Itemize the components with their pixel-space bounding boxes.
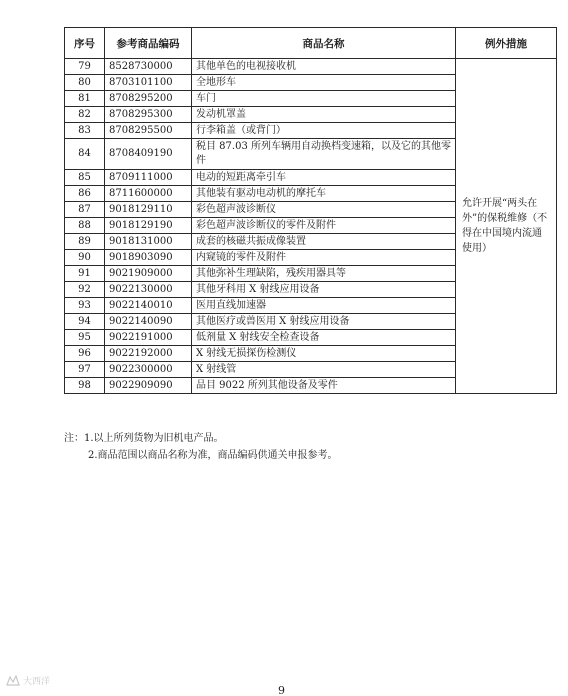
row-name: 电动的短距离牵引车 — [192, 170, 456, 186]
row-code: 9022300000 — [105, 362, 192, 378]
table-row — [65, 59, 557, 75]
row-no: 91 — [65, 266, 105, 282]
row-no: 84 — [65, 139, 105, 170]
row-no: 79 — [65, 59, 105, 75]
row-no: 81 — [65, 91, 105, 107]
row-name: X 射线管 — [192, 362, 456, 378]
row-code: 8709111000 — [105, 170, 192, 186]
row-no: 95 — [65, 330, 105, 346]
row-code: 8708409190 — [105, 139, 192, 170]
row-code: 9018131000 — [105, 234, 192, 250]
exception-measure-cell: 允许开展“两头在外”的保税维修（不得在中国境内流通使用） — [456, 59, 557, 394]
row-code: 8703101100 — [105, 75, 192, 91]
row-code: 8708295200 — [105, 91, 192, 107]
row-name: 税目 87.03 所列车辆用自动换档变速箱，以及它的其他零件 — [192, 139, 456, 170]
row-name: 发动机罩盖 — [192, 107, 456, 123]
row-code: 9022191000 — [105, 330, 192, 346]
row-no: 86 — [65, 186, 105, 202]
row-code: 9022130000 — [105, 282, 192, 298]
row-no: 90 — [65, 250, 105, 266]
footnote-2: 2.商品范围以商品名称为准，商品编码供通关申报参考。 — [88, 450, 338, 461]
row-name: 彩色超声波诊断仪的零件及附件 — [192, 218, 456, 234]
row-name: 成套的核磁共振成像装置 — [192, 234, 456, 250]
footnote-1: 注：1.以上所列货物为旧机电产品。 — [64, 433, 224, 444]
row-name: X 射线无损探伤检测仪 — [192, 346, 456, 362]
row-name: 低剂量 X 射线安全检查设备 — [192, 330, 456, 346]
row-no: 80 — [65, 75, 105, 91]
row-no: 83 — [65, 123, 105, 139]
footnotes — [64, 430, 544, 464]
row-no: 93 — [65, 298, 105, 314]
row-name: 全地形车 — [192, 75, 456, 91]
goods-table — [64, 27, 557, 394]
row-no: 82 — [65, 107, 105, 123]
row-no: 92 — [65, 282, 105, 298]
row-code: 9018903090 — [105, 250, 192, 266]
row-name: 彩色超声波诊断仪 — [192, 202, 456, 218]
row-code: 9018129190 — [105, 218, 192, 234]
header-exception: 例外措施 — [456, 28, 557, 59]
row-code: 9022140090 — [105, 314, 192, 330]
watermark — [6, 674, 50, 687]
watermark-text: 大西洋 — [23, 677, 51, 687]
row-name: 医用直线加速器 — [192, 298, 456, 314]
row-code: 9022140010 — [105, 298, 192, 314]
table-header-row — [65, 28, 557, 59]
row-no: 87 — [65, 202, 105, 218]
row-no: 98 — [65, 378, 105, 394]
row-code: 8708295500 — [105, 123, 192, 139]
row-name: 其他医疗或兽医用 X 射线应用设备 — [192, 314, 456, 330]
header-code: 参考商品编码 — [105, 28, 192, 59]
row-code: 9022909090 — [105, 378, 192, 394]
row-no: 94 — [65, 314, 105, 330]
row-code: 9018129110 — [105, 202, 192, 218]
row-code: 9021909000 — [105, 266, 192, 282]
row-name: 其他单色的电视接收机 — [192, 59, 456, 75]
row-code: 9022192000 — [105, 346, 192, 362]
row-no: 85 — [65, 170, 105, 186]
row-name: 行李箱盖（或背门） — [192, 123, 456, 139]
row-name: 其他牙科用 X 射线应用设备 — [192, 282, 456, 298]
row-name: 其他弥补生理缺陷，残疾用器具等 — [192, 266, 456, 282]
row-name: 车门 — [192, 91, 456, 107]
row-no: 88 — [65, 218, 105, 234]
page-number: 9 — [278, 686, 285, 696]
row-code: 8708295300 — [105, 107, 192, 123]
row-name: 其他装有驱动电动机的摩托车 — [192, 186, 456, 202]
row-no: 89 — [65, 234, 105, 250]
row-name: 品目 9022 所列其他设备及零件 — [192, 378, 456, 394]
header-name: 商品名称 — [192, 28, 456, 59]
row-code: 8711600000 — [105, 186, 192, 202]
header-no: 序号 — [65, 28, 105, 59]
row-code: 8528730000 — [105, 59, 192, 75]
row-no: 97 — [65, 362, 105, 378]
row-name: 内窥镜的零件及附件 — [192, 250, 456, 266]
row-no: 96 — [65, 346, 105, 362]
watermark-logo-icon — [6, 675, 20, 687]
